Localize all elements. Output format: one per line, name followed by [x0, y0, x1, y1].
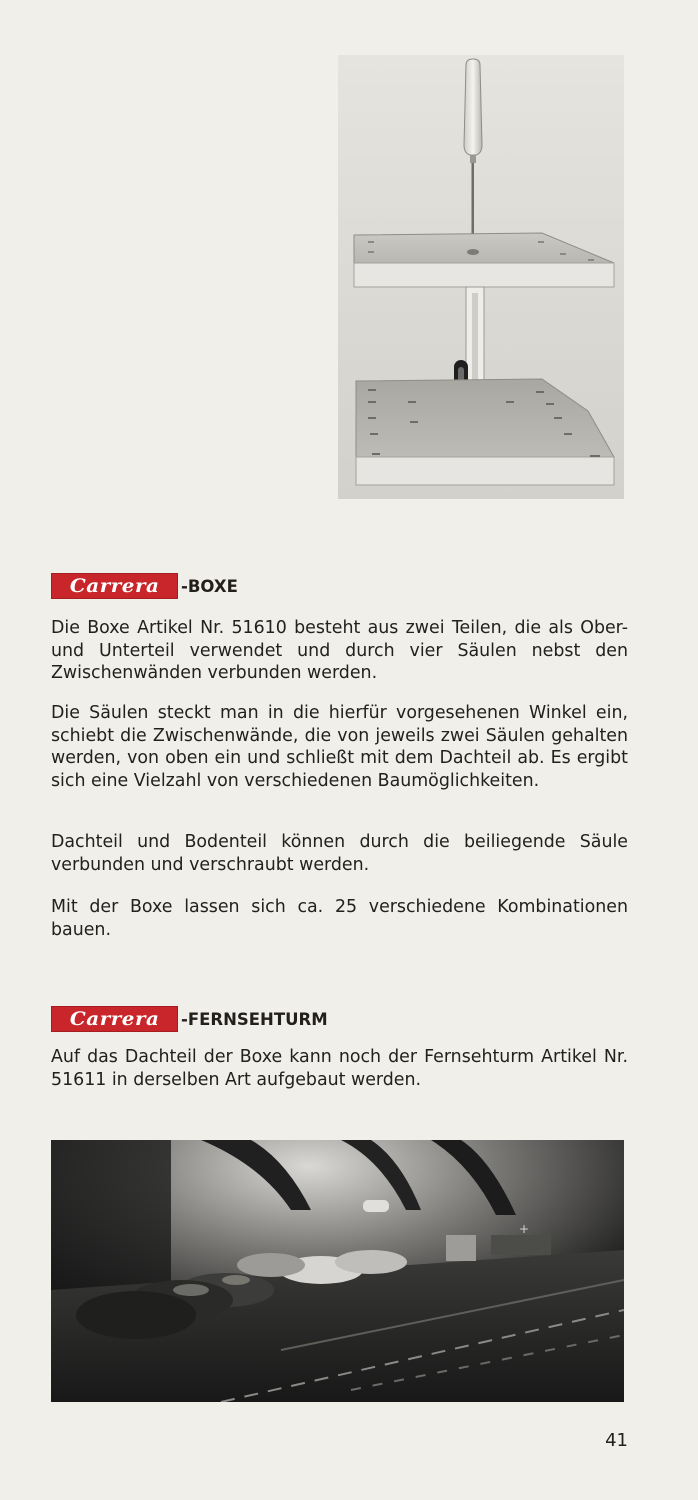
boxe-paragraph-4: Mit der Boxe lassen sich ca. 25 verschiedene Kombinationen bauen.: [51, 897, 628, 940]
svg-text:+: +: [519, 1222, 530, 1236]
boxe-assembly-photo: [338, 55, 624, 499]
boxe-paragraph-2: Die Säulen steckt man in die hierfür vorgesehenen Winkel ein, schiebt die Zwischenwände, die von jeweils zwei Säulen gehalten werden, von oben ein und schließt mit dem Dachteil ab. Es ergibt sich eine Vielzahl von verschiedenen Baumöglichkeiten.: [51, 703, 628, 791]
fernsehturm-heading-text: -FERNSEHTURM: [181, 1009, 328, 1029]
carrera-logo-text: Carrera: [69, 575, 160, 597]
boxe-paragraph-3: Dachteil und Bodenteil können durch die beiliegende Säule verbunden und verschraubt werden.: [51, 832, 628, 875]
carrera-logo: [51, 1006, 178, 1032]
fernsehturm-heading: [51, 1006, 328, 1032]
carrera-logo: [51, 573, 178, 599]
boxe-heading-text: -BOXE: [181, 576, 238, 596]
fernsehturm-paragraph-1: Auf das Dachteil der Boxe kann noch der Fernsehturm Artikel Nr. 51611 in derselben Art aufgebaut werden.: [51, 1047, 628, 1090]
carrera-logo-text: Carrera: [69, 1008, 160, 1030]
boxe-heading: [51, 573, 238, 599]
race-scene-photo: [51, 1140, 624, 1402]
page-number: 41: [605, 1430, 628, 1451]
boxe-assembly-illustration: [338, 55, 624, 499]
boxe-paragraph-1: Die Boxe Artikel Nr. 51610 besteht aus zwei Teilen, die als Ober- und Unterteil verwendet und durch vier Säulen nebst den Zwischenwänden verbunden werden.: [51, 618, 628, 683]
race-scene-illustration: [51, 1140, 624, 1402]
